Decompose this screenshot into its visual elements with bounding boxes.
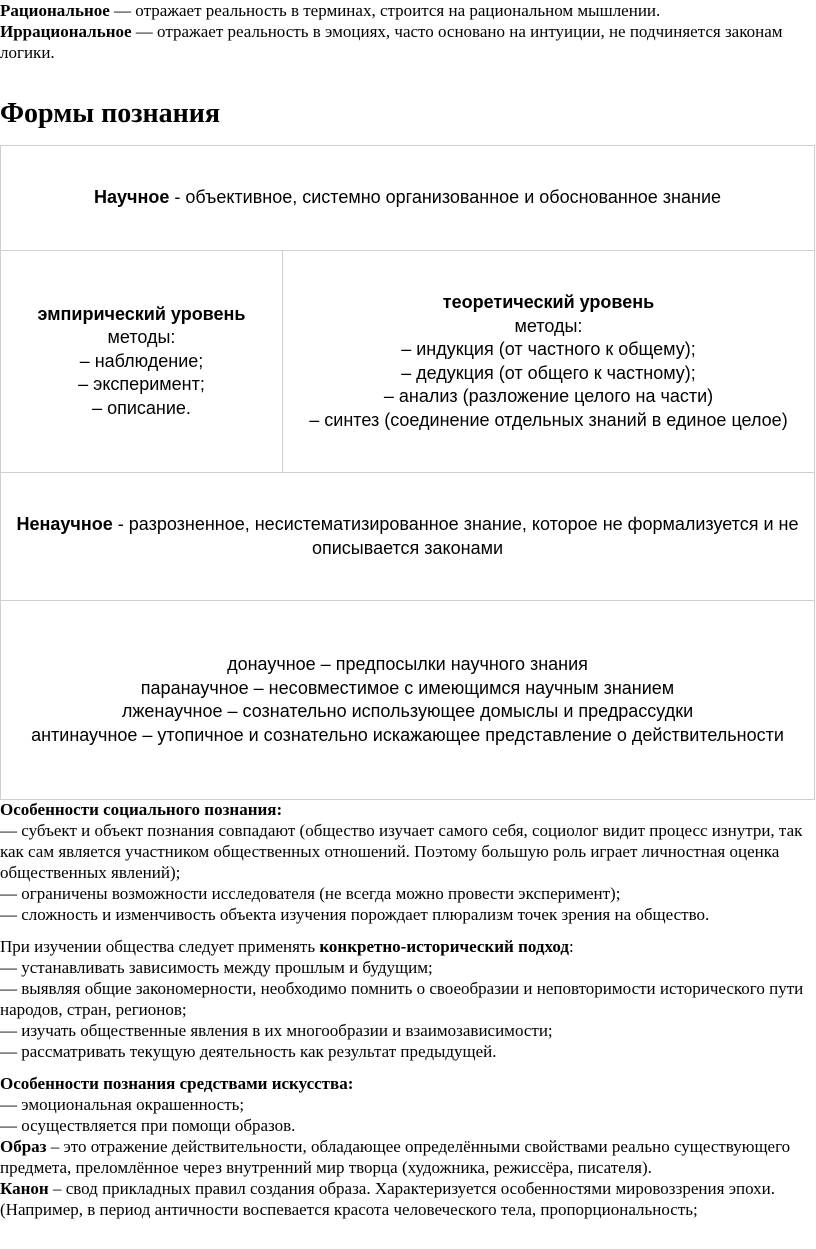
historical-item: — устанавливать зависимость между прошлым и будущим;: [0, 958, 433, 977]
image-term: Образ: [0, 1137, 47, 1156]
social-title: [0, 799, 812, 820]
art-title: [0, 1073, 812, 1094]
table-row: [1, 251, 815, 473]
historical-intro: [0, 936, 812, 957]
empirical-methods-label: методы:: [107, 327, 176, 348]
empirical-method-item: – наблюдение;: [79, 350, 204, 371]
social-title-text: Особенности социального познания:: [0, 800, 283, 819]
rational-definition: [0, 0, 812, 21]
social-item: — ограничены возможности исследователя (не всегда можно провести эксперимент);: [0, 884, 621, 903]
irrational-term: Иррациональное: [0, 22, 132, 41]
nonscientific-term: Ненаучное: [16, 514, 113, 534]
intro-block: [0, 0, 812, 63]
historical-item: — выявляя общие закономерности, необходимо помнить о своеобразии и неповторимости исторического пути народов, стран, регионов;: [0, 979, 804, 1019]
nonscientific-type-item: донаучное – предпосылки научного знания: [227, 654, 588, 674]
canon-text: – свод прикладных правил создания образа. Характеризуется особенностями мировоззрения эпохи. (Например, в период античности воспевается красота человеческого тела, пропорциональность;: [0, 1179, 776, 1219]
table-row: [1, 601, 815, 800]
table-row: [1, 473, 815, 601]
theoretical-title: теоретический уровень: [442, 292, 655, 312]
social-item: — субъект и объект познания совпадают (общество изучает самого себя, социолог видит процесс изнутри, так как сам является участником общественных отношений. Поэтому большую роль играет личностная оценка общественных явлений);: [0, 821, 803, 882]
empirical-method-item: – эксперимент;: [78, 374, 205, 395]
empirical-method-item: – описание.: [92, 397, 191, 418]
theoretical-method-item: – анализ (разложение целого на части): [383, 386, 714, 406]
empirical-cell: [1, 251, 283, 473]
art-item: — эмоциональная окрашенность;: [0, 1095, 245, 1114]
scientific-cell: [1, 146, 815, 251]
historical-item: — изучать общественные явления в их многообразии и взаимозависимости;: [0, 1021, 553, 1040]
forms-of-knowledge-table: [0, 145, 815, 800]
nonscientific-types-cell: [1, 601, 815, 800]
historical-colon: :: [568, 937, 574, 956]
rational-term: Рациональное: [0, 1, 110, 20]
nonscientific-type-item: лженаучное – сознательно использующее домыслы и предрассудки: [121, 701, 694, 721]
theoretical-cell: [283, 251, 815, 473]
irrational-text: — отражает реальность в эмоциях, часто основано на интуиции, не подчиняется законам логики.: [0, 22, 783, 62]
nonscientific-text: - разрозненное, несистематизированное знание, которое не формализуется и не описывается законами: [112, 514, 799, 558]
rational-text: — отражает реальность в терминах, строится на рациональном мышлении.: [109, 1, 661, 20]
section-heading: Формы познания: [0, 98, 221, 129]
art-item: — осуществляется при помощи образов.: [0, 1116, 296, 1135]
empirical-title: эмпирический уровень: [37, 303, 246, 324]
scientific-text: - объективное, системно организованное и обоснованное знание: [169, 187, 722, 208]
theoretical-method-item: – синтез (соединение отдельных знаний в единое целое): [309, 409, 788, 430]
table-row: [1, 146, 815, 251]
theoretical-methods-label: методы:: [514, 315, 583, 336]
theoretical-method-item: – дедукция (от общего к частному);: [401, 362, 696, 383]
image-definition: [0, 1136, 812, 1178]
historical-intro-text: При изучении общества следует применять: [0, 937, 320, 956]
historical-term: конкретно-исторический подход: [319, 937, 569, 956]
body-text: [0, 799, 812, 1220]
image-text: – это отражение действительности, обладающее определёнными свойствами реально существующего предмета, преломлённое через внутренний мир творца (художника, режиссёра, писателя).: [0, 1137, 791, 1177]
nonscientific-cell: [1, 473, 815, 601]
art-title-text: Особенности познания средствами искусства:: [0, 1074, 354, 1093]
nonscientific-type-item: антинаучное – утопичное и сознательно искажающее представление о действительности: [31, 724, 784, 745]
theoretical-method-item: – индукция (от частного к общему);: [401, 339, 696, 359]
irrational-definition: [0, 21, 812, 63]
canon-definition: [0, 1178, 812, 1220]
social-item: — сложность и изменчивость объекта изучения порождает плюрализм точек зрения на общество.: [0, 905, 710, 924]
canon-term: Канон: [0, 1179, 49, 1198]
scientific-term: Научное: [93, 187, 170, 208]
nonscientific-type-item: паранаучное – несовместимое с имеющимся научным знанием: [140, 677, 675, 698]
historical-item: — рассматривать текущую деятельность как результат предыдущей.: [0, 1042, 497, 1061]
